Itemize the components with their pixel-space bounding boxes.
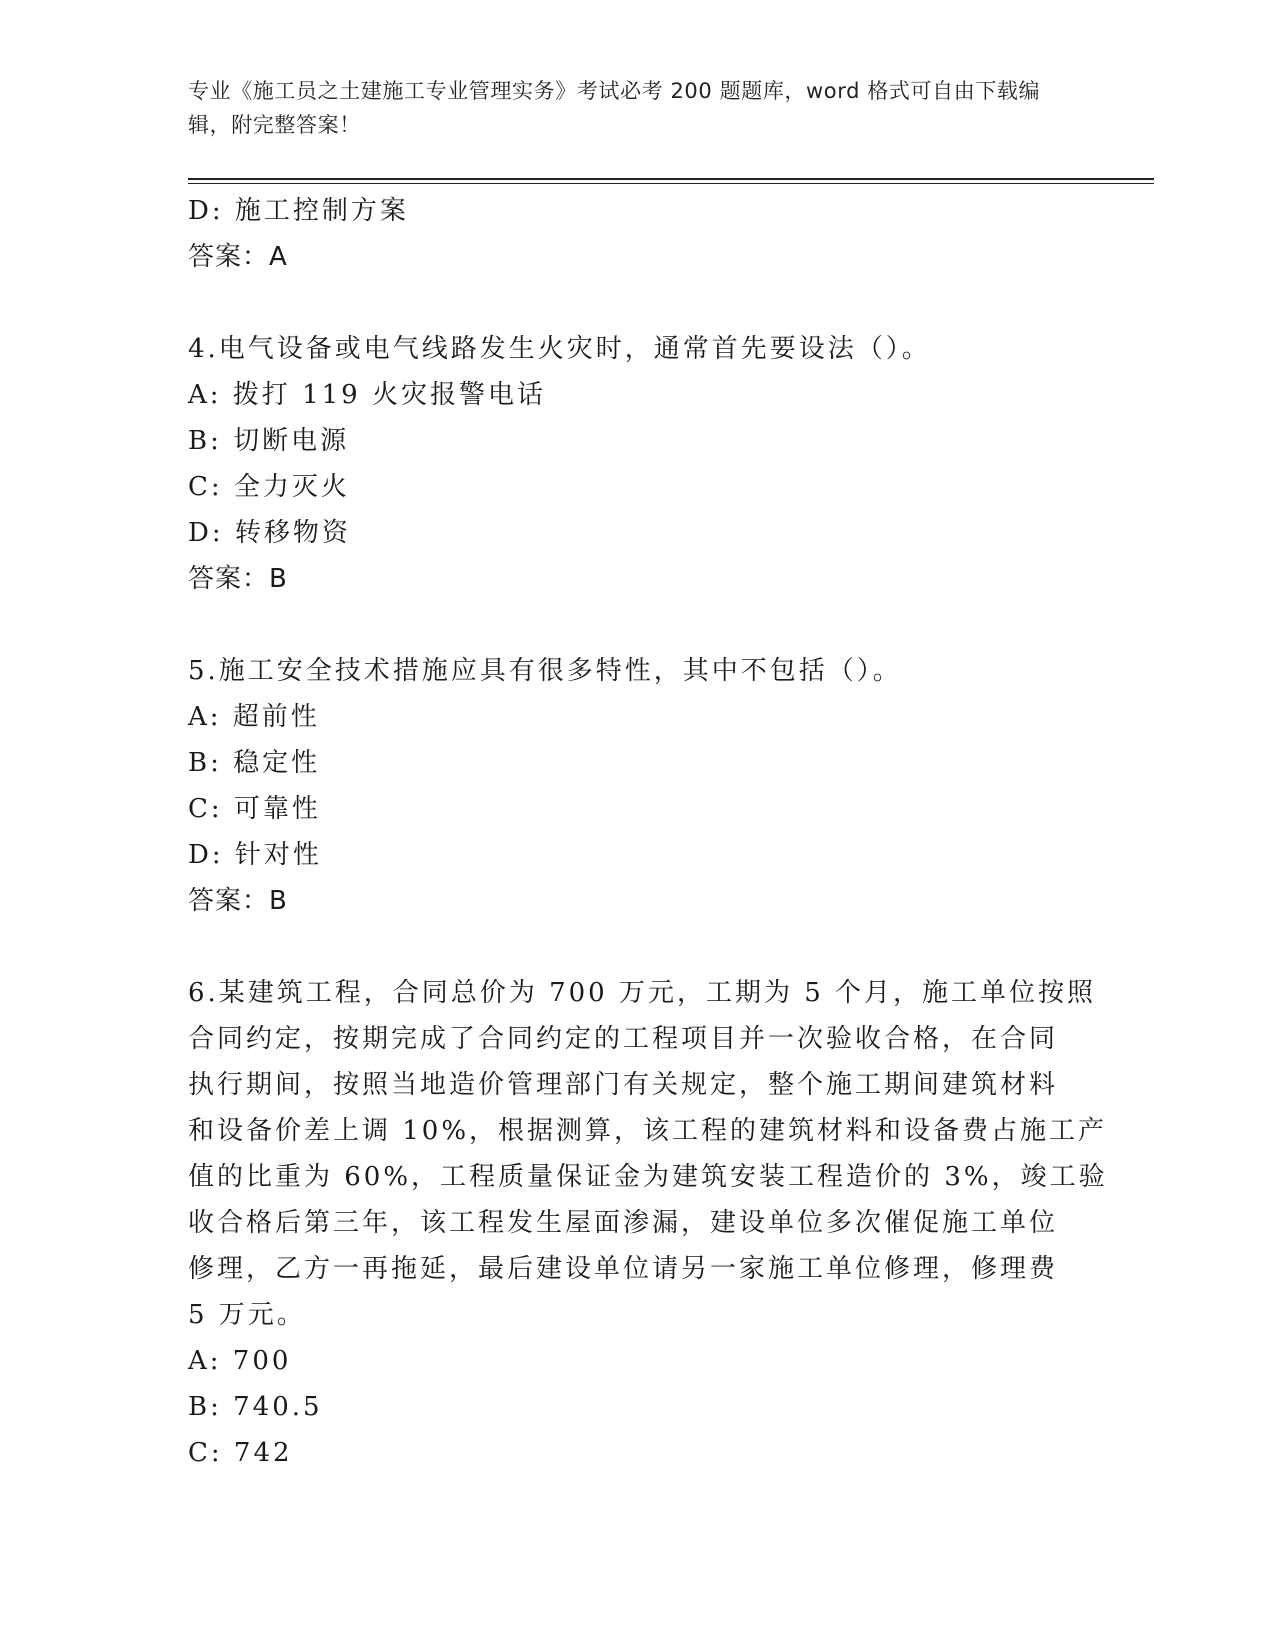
question-content bbox=[188, 188, 1108, 1476]
question-5-option-a: A: 超前性 bbox=[188, 702, 320, 732]
document-header: 专业《施工员之土建施工专业管理实务》考试必考 200 题题库，word 格式可自由下载编辑，附完整答案！ bbox=[188, 79, 1041, 137]
spacer bbox=[188, 280, 1088, 326]
question-6-stem-line: 执行期间，按照当地造价管理部门有关规定，整个施工期间建筑材料 bbox=[188, 1070, 1059, 1100]
header-divider-thin bbox=[188, 183, 1154, 184]
question-5-option-b: B: 稳定性 bbox=[188, 748, 321, 778]
prev-answer: 答案：A bbox=[188, 242, 288, 272]
question-6-stem-line: 5 万元。 bbox=[188, 1300, 306, 1330]
question-5-stem: 5.施工安全技术措施应具有很多特性，其中不包括（）。 bbox=[188, 656, 902, 686]
question-5-answer: 答案：B bbox=[188, 886, 288, 916]
question-4-option-b: B: 切断电源 bbox=[188, 426, 350, 456]
question-6-stem-line: 收合格后第三年，该工程发生屋面渗漏，建设单位多次催促施工单位 bbox=[188, 1208, 1059, 1238]
question-6-stem-line: 合同约定，按期完成了合同约定的工程项目并一次验收合格，在合同 bbox=[188, 1024, 1059, 1054]
question-4-option-a: A: 拨打 119 火灾报警电话 bbox=[188, 380, 546, 410]
question-4-stem: 4.电气设备或电气线路发生火灾时，通常首先要设法（）。 bbox=[188, 334, 931, 364]
prev-option-d: D: 施工控制方案 bbox=[188, 196, 409, 226]
question-6-stem-line: 修理，乙方一再拖延，最后建设单位请另一家施工单位修理，修理费 bbox=[188, 1254, 1059, 1284]
question-6-stem-line: 值的比重为 60%，工程质量保证金为建筑安装工程造价的 3%，竣工验 bbox=[188, 1162, 1108, 1192]
header-divider-thick bbox=[188, 178, 1154, 180]
question-6-stem-line: 和设备价差上调 10%，根据测算，该工程的建筑材料和设备费占施工产 bbox=[188, 1116, 1108, 1146]
question-6-option-c: C: 742 bbox=[188, 1438, 293, 1468]
question-6-option-a: A: 700 bbox=[188, 1346, 292, 1376]
question-4-option-c: C: 全力灭火 bbox=[188, 472, 350, 502]
question-6-option-b: B: 740.5 bbox=[188, 1392, 323, 1422]
spacer bbox=[188, 924, 1088, 970]
question-5-option-d: D: 针对性 bbox=[188, 840, 322, 870]
question-5-option-c: C: 可靠性 bbox=[188, 794, 321, 824]
question-6-stem-line: 6.某建筑工程，合同总价为 700 万元，工期为 5 个月，施工单位按照 bbox=[188, 978, 1097, 1008]
question-4-option-d: D: 转移物资 bbox=[188, 518, 351, 548]
spacer bbox=[188, 602, 1088, 648]
question-4-answer: 答案：B bbox=[188, 564, 288, 594]
